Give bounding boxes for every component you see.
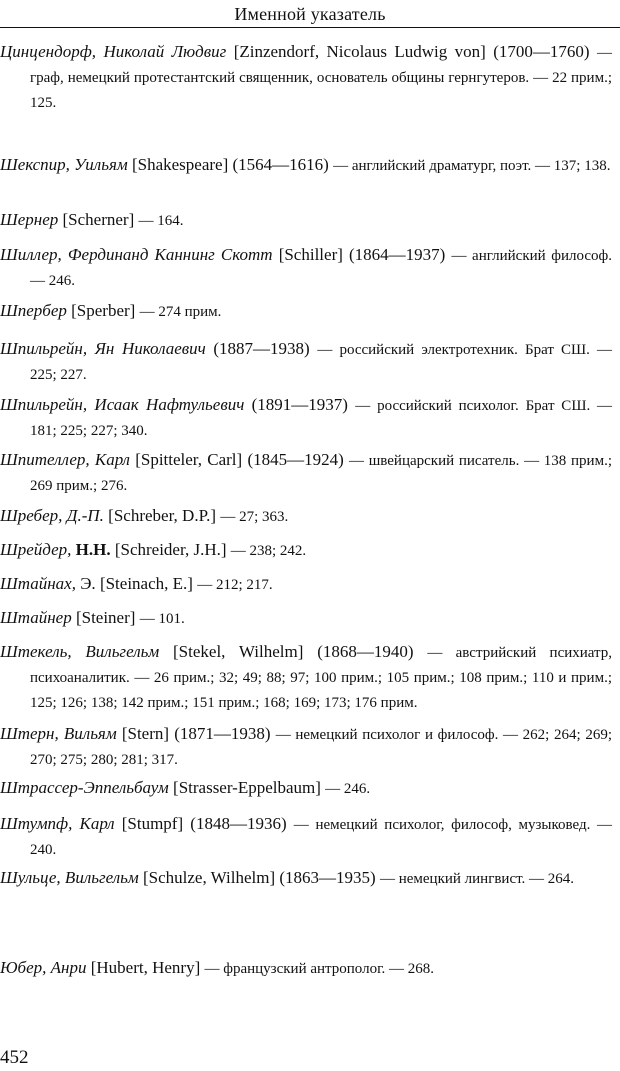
index-entry-schreider bbox=[0, 538, 612, 563]
entry-original-name: [Schiller] bbox=[278, 245, 343, 264]
index-entry-steiner bbox=[0, 606, 612, 631]
entry-description: — 246. bbox=[325, 781, 371, 797]
entry-years: (1564—1616) bbox=[232, 155, 329, 174]
index-entry-steinach bbox=[0, 572, 612, 597]
entry-name: Шпителлер, Карл bbox=[0, 450, 130, 469]
entry-name: Шекспир, Уильям bbox=[0, 155, 128, 174]
entry-original-name: [Zinzendorf, Nicolaus Ludwig von] bbox=[233, 42, 486, 61]
entry-name: Штрассер-Эппельбаум bbox=[0, 778, 169, 797]
index-entry-hubert bbox=[0, 956, 612, 981]
entry-original-name: [Stumpf] bbox=[121, 814, 184, 833]
entry-name: Штерн, Вильям bbox=[0, 724, 117, 743]
entry-name: Штекель, Вильгельм bbox=[0, 642, 160, 661]
entry-description: — российский психолог. Брат СШ. — 181; 225; 227; 340. bbox=[30, 398, 613, 439]
entry-original-name: [Shakespeare] bbox=[131, 155, 229, 174]
index-entry-stumpf bbox=[0, 812, 612, 862]
entry-description: — 274 прим. bbox=[139, 304, 222, 320]
entry-initials: Э. bbox=[80, 574, 96, 593]
entry-name: Штумпф, Карл bbox=[0, 814, 115, 833]
entry-initials: Н.Н. bbox=[75, 540, 111, 559]
entry-name: Шребер, Д.-П. bbox=[0, 506, 104, 525]
entry-description: — российский электротехник. Брат СШ. — 225; 227. bbox=[30, 342, 613, 383]
entry-name: Штайнах, bbox=[0, 574, 76, 593]
entry-years: (1863—1935) bbox=[279, 868, 376, 887]
entry-name: Юбер, Анри bbox=[0, 958, 87, 977]
entry-name: Шпильрейн, Исаак Нафтульевич bbox=[0, 395, 245, 414]
index-entry-scherner bbox=[0, 208, 612, 233]
entry-description: — немецкий психолог и философ. — 262; 264; 269; 270; 275; 280; 281; 317. bbox=[30, 727, 612, 768]
entry-description: — 238; 242. bbox=[230, 543, 307, 559]
entry-description: — 164. bbox=[138, 213, 184, 229]
entry-name: Шиллер, Фердинанд Каннинг Скотт bbox=[0, 245, 273, 264]
entry-name: Шрейдер, bbox=[0, 540, 72, 559]
entry-description: — 101. bbox=[139, 611, 185, 627]
entry-original-name: [Schreider, J.H.] bbox=[114, 540, 227, 559]
entry-original-name: [Stern] bbox=[121, 724, 170, 743]
entry-name: Шпербер bbox=[0, 301, 67, 320]
entry-original-name: [Scherner] bbox=[62, 210, 135, 229]
entry-description: — английский драматург, поэт. — 137; 138. bbox=[333, 158, 611, 174]
entry-original-name: [Spitteler, Carl] bbox=[135, 450, 243, 469]
entry-description: — 27; 363. bbox=[220, 509, 289, 525]
entry-years: (1845—1924) bbox=[247, 450, 344, 469]
entry-description: — 212; 217. bbox=[197, 577, 273, 593]
entry-original-name: [Schreber, D.P.] bbox=[108, 506, 217, 525]
index-entry-stern bbox=[0, 722, 612, 772]
entry-years: (1868—1940) bbox=[317, 642, 414, 661]
index-entry-schreber bbox=[0, 504, 612, 529]
index-entry-zinzendorf bbox=[0, 40, 612, 115]
index-entry-schiller bbox=[0, 243, 612, 293]
entry-original-name: [Schulze, Wilhelm] bbox=[142, 868, 276, 887]
entry-original-name: [Sperber] bbox=[71, 301, 136, 320]
index-entry-shakespeare bbox=[0, 153, 612, 178]
entry-name: Штайнер bbox=[0, 608, 72, 627]
entry-description: — австрийский психиатр, психоаналитик. — 26 прим.; 32; 49; 88; 97; 100 прим.; 105 прим.; 108 прим.; 110 и прим.; 125; 126; 138; 142 прим.; 151 прим.; 168; 169; 173; 176 прим. bbox=[30, 645, 613, 711]
entry-name: Шернер bbox=[0, 210, 59, 229]
entry-original-name: [Stekel, Wilhelm] bbox=[173, 642, 304, 661]
entry-name: Цинцендорф, Николай Людвиг bbox=[0, 42, 227, 61]
index-entry-strasser-eppelbaum bbox=[0, 776, 612, 801]
index-entry-schulze bbox=[0, 866, 612, 891]
entry-years: (1887—1938) bbox=[213, 339, 310, 358]
entry-description: — немецкий психолог, философ, музыковед. — 240. bbox=[30, 817, 612, 858]
index-entry-sperber bbox=[0, 299, 612, 324]
entry-description: — английский философ. — 246. bbox=[30, 248, 612, 289]
entry-name: Шульце, Вильгельм bbox=[0, 868, 139, 887]
entry-description: — немецкий лингвист. — 264. bbox=[379, 871, 575, 887]
entry-original-name: [Hubert, Henry] bbox=[90, 958, 201, 977]
entry-original-name: [Steiner] bbox=[75, 608, 136, 627]
page-number: 452 bbox=[0, 1047, 29, 1068]
entry-years: (1891—1937) bbox=[251, 395, 348, 414]
entry-name: Шпильрейн, Ян Николаевич bbox=[0, 339, 206, 358]
entry-original-name: [Strasser-Eppelbaum] bbox=[173, 778, 321, 797]
index-entry-spitteler bbox=[0, 448, 612, 498]
entry-description: — французский антрополог. — 268. bbox=[204, 961, 435, 977]
entry-years: (1700—1760) bbox=[493, 42, 590, 61]
index-entry-spielrein-jan bbox=[0, 337, 612, 387]
entry-description: — граф, немецкий протестантский священник, основатель общины гернгутеров. — 22 прим.; 125. bbox=[30, 45, 613, 111]
entry-original-name: [Steinach, E.] bbox=[99, 574, 193, 593]
running-head-title: Именной указатель bbox=[234, 4, 386, 24]
entry-years: (1848—1936) bbox=[190, 814, 287, 833]
header-rule bbox=[0, 27, 620, 28]
entry-years: (1864—1937) bbox=[349, 245, 446, 264]
index-entry-stekel bbox=[0, 640, 612, 715]
index-entry-spielrein-isaak bbox=[0, 393, 612, 443]
entry-years: (1871—1938) bbox=[174, 724, 271, 743]
entry-description: — швейцарский писатель. — 138 прим.; 269 прим.; 276. bbox=[30, 453, 612, 494]
